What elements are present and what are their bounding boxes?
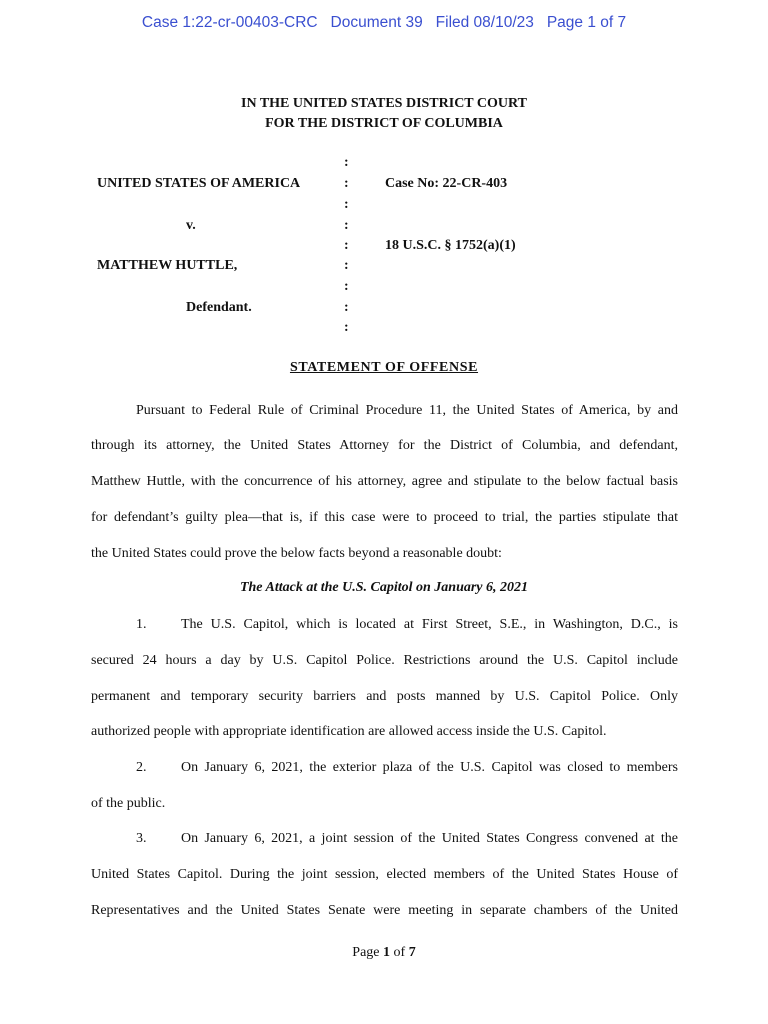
paragraph-line: secured 24 hours a day by U.S. Capitol Police. Restrictions around the U.S. Capitol include	[91, 653, 678, 668]
ecf-filing-header: Case 1:22-cr-00403-CRC Document 39 Filed 08/10/23 Page 1 of 7	[141, 14, 627, 31]
paragraph-line: permanent and temporary security barriers and posts manned by U.S. Capitol Police. Only	[91, 689, 678, 704]
caption-divider-colon: :	[344, 320, 349, 335]
caption-divider-colon: :	[344, 279, 349, 294]
caption-divider-colon: :	[344, 218, 349, 233]
intro-line: Matthew Huttle, with the concurrence of his attorney, agree and stipulate to the below factual basis	[91, 474, 678, 489]
paragraph-line: Representatives and the United States Senate were meeting in separate chambers of the United	[91, 903, 678, 918]
paragraph-line: of the public.	[91, 796, 166, 811]
court-name: IN THE UNITED STATES DISTRICT COURT	[241, 96, 527, 111]
paragraph-line: On January 6, 2021, the exterior plaza of the U.S. Capitol was closed to members	[181, 760, 678, 775]
caption-divider-colon: :	[344, 155, 349, 170]
versus-label: v.	[186, 218, 196, 233]
caption-divider-colon: :	[344, 238, 349, 253]
paragraph-line: United States Capitol. During the joint session, elected members of the United States House of	[91, 867, 678, 882]
defendant-name: MATTHEW HUTTLE,	[97, 258, 238, 273]
page-number: 1	[383, 945, 391, 960]
court-district: FOR THE DISTRICT OF COLUMBIA	[265, 116, 503, 131]
intro-line: through its attorney, the United States Attorney for the District of Columbia, and defendant,	[91, 438, 678, 453]
caption-divider-colon: :	[344, 197, 349, 212]
case-number: Case No: 22-CR-403	[385, 176, 508, 191]
defendant-role-label: Defendant.	[186, 300, 252, 315]
page-label: Page	[352, 945, 384, 960]
caption-divider-colon: :	[344, 176, 349, 191]
page-of-label: of	[390, 945, 409, 960]
caption-divider-colon: :	[344, 258, 349, 273]
paragraph-number: 2.	[136, 760, 147, 775]
page-footer	[0, 945, 768, 961]
statute-citation: 18 U.S.C. § 1752(a)(1)	[385, 238, 516, 253]
paragraph-number: 3.	[136, 831, 147, 846]
document-title-text: STATEMENT OF OFFENSE	[289, 360, 479, 375]
paragraph-line: authorized people with appropriate identification are allowed access inside the U.S. Capitol.	[91, 724, 607, 739]
plaintiff-name: UNITED STATES OF AMERICA	[97, 176, 301, 191]
intro-line: the United States could prove the below facts beyond a reasonable doubt:	[91, 546, 502, 561]
document-title	[0, 360, 768, 376]
section-heading: The Attack at the U.S. Capitol on January 6, 2021	[239, 580, 529, 595]
caption-divider-colon: :	[344, 300, 349, 315]
case-caption	[0, 0, 768, 340]
intro-line: for defendant’s guilty plea—that is, if this case were to proceed to trial, the parties stipulate that	[91, 510, 678, 525]
paragraph-line: The U.S. Capitol, which is located at First Street, S.E., in Washington, D.C., is	[181, 617, 678, 632]
page-total: 7	[408, 945, 416, 960]
paragraph-line: On January 6, 2021, a joint session of the United States Congress convened at the	[181, 831, 678, 846]
paragraph-number: 1.	[136, 617, 147, 632]
intro-line: Pursuant to Federal Rule of Criminal Procedure 11, the United States of America, by and	[136, 403, 678, 418]
